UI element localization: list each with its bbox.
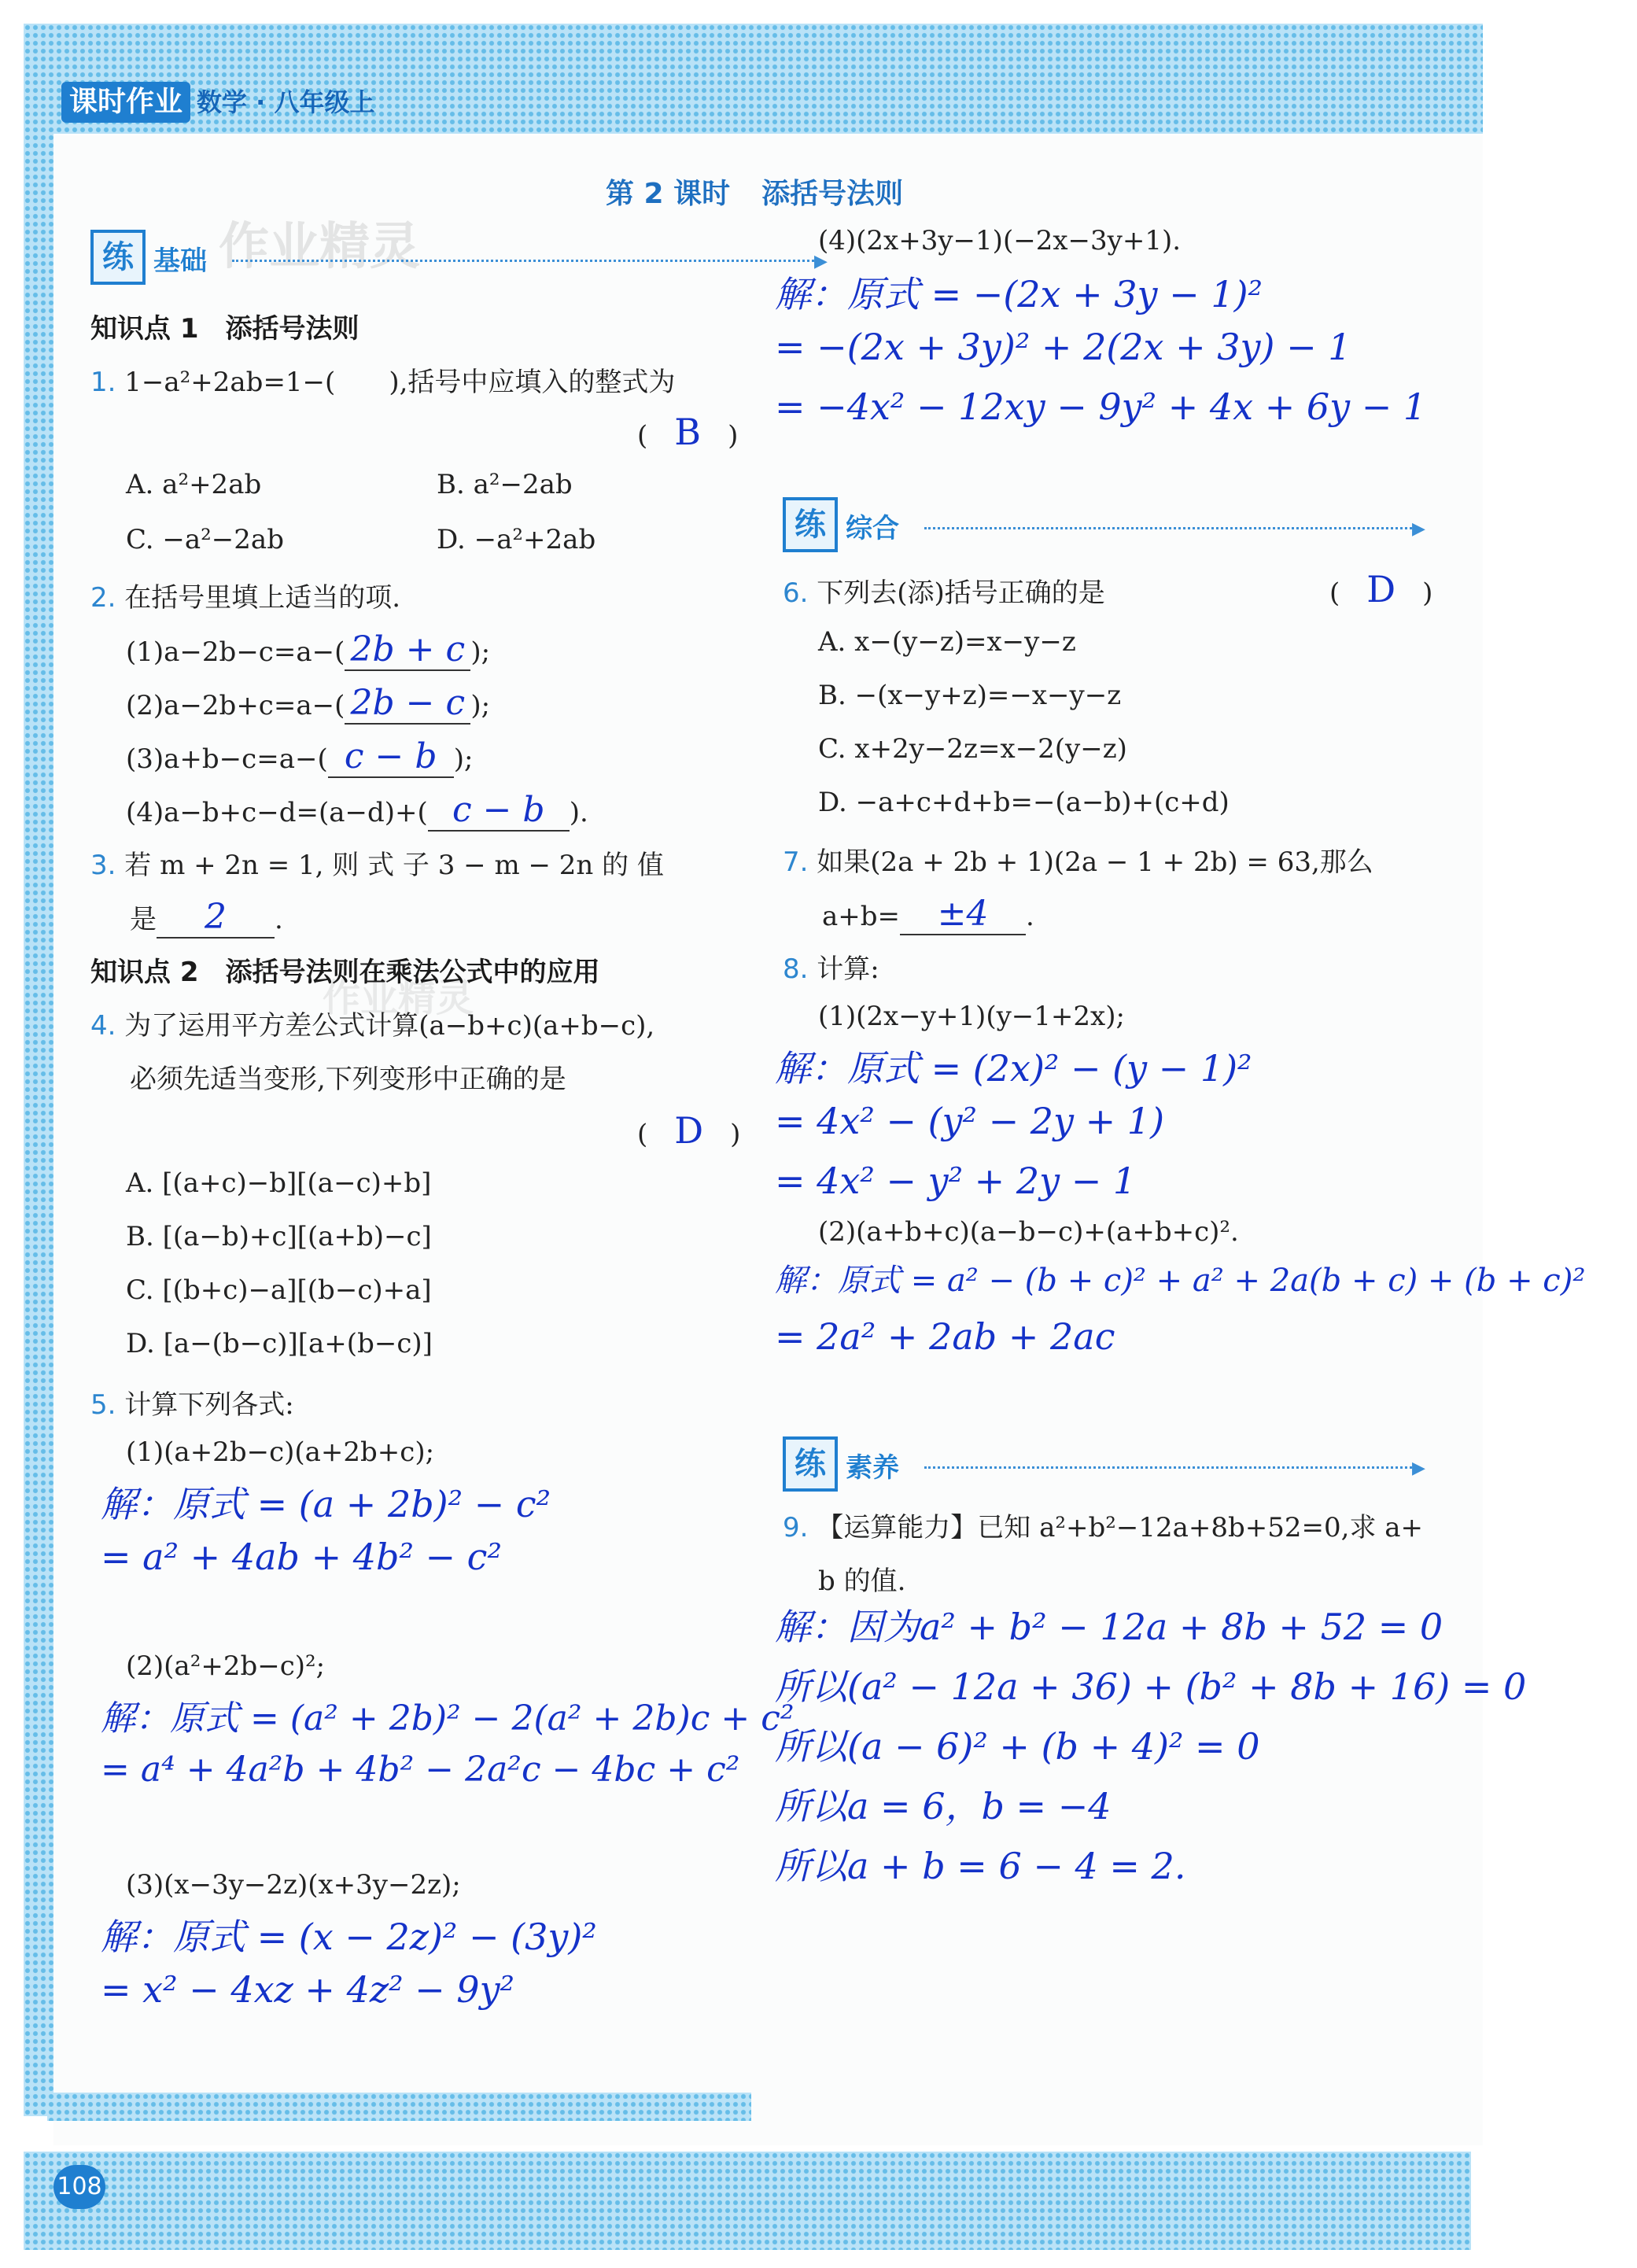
part-4-label: (4)(2x+3y−1)(−2x−3y+1). <box>818 225 1182 256</box>
item-prefix: (2)a−2b+c=a−( <box>126 690 345 721</box>
part-1-label: (1)(2x−y+1)(y−1+2x); <box>818 1001 1125 1032</box>
item-prefix: (3)a+b−c=a−( <box>126 743 328 775</box>
question-text: 为了运用平方差公式计算(a−b+c)(a+b−c), <box>124 1010 655 1042</box>
solution-line: 解：原式 = (2x)² − (y − 1)² <box>775 1047 1252 1090</box>
solution-line: = −(2x + 3y)² + 2(2x + 3y) − 1 <box>775 326 1351 368</box>
footer-dot-band <box>24 2152 1471 2250</box>
answer-bracket-6: ( D ) <box>1329 568 1433 610</box>
item-suffix: ); <box>470 690 491 721</box>
solution-line: = −4x² − 12xy − 9y² + 4x + 6y − 1 <box>775 385 1427 428</box>
practice-icon: 练 <box>783 497 838 552</box>
fill-item-4 <box>126 790 588 832</box>
fill-answer: c − b <box>428 790 570 832</box>
question-text: 计算: <box>817 953 879 985</box>
answer-bracket-4: ( D ) <box>637 1109 741 1152</box>
question-1 <box>90 360 675 399</box>
knowledge-point-1: 知识点 1 添括号法则 <box>90 313 359 345</box>
solution-line: = 2a² + 2ab + 2ac <box>775 1315 1115 1358</box>
lesson-name: 添括号法则 <box>761 178 904 210</box>
question-text: 如果(2a + 2b + 1)(2a − 1 + 2b) = 63,那么 <box>817 846 1373 878</box>
option-a: A. [(a+c)−b][(a−c)+b] <box>126 1167 432 1199</box>
question-number: 2. <box>90 582 116 614</box>
option-b: B. −(x−y+z)=−x−y−z <box>818 680 1122 711</box>
section-basic-label: 基础 <box>153 245 207 277</box>
book-brand: 课时作业 <box>61 82 190 123</box>
item-suffix: ); <box>470 636 491 668</box>
practice-icon: 练 <box>90 230 146 285</box>
section-comprehensive-header <box>783 497 1428 552</box>
fill-answer: ±4 <box>900 894 1026 935</box>
left-dot-strip <box>24 134 53 2116</box>
option-d: D. −a+c+d+b=−(a−b)+(c+d) <box>818 787 1230 818</box>
question-text: . <box>275 904 283 935</box>
fill-item-1 <box>126 629 490 671</box>
question-4-line2: 必须先适当变形,下列变形中正确的是 <box>130 1064 566 1095</box>
answer-bracket-1: ( B ) <box>637 411 739 453</box>
question-text: a+b= <box>822 901 901 932</box>
solution-line: = a⁴ + 4a²b + 4b² − 2a²c − 4bc + c² <box>101 1750 740 1790</box>
solution-line: 解：原式 = −(2x + 3y − 1)² <box>775 273 1263 315</box>
question-2 <box>90 576 400 614</box>
question-text: 下列去(添)括号正确的是 <box>817 577 1105 609</box>
knowledge-point-2: 知识点 2 添括号法则在乘法公式中的应用 <box>90 957 600 988</box>
solution-line: 所以(a − 6)² + (b + 4)² = 0 <box>775 1725 1260 1768</box>
question-text: 1−a²+2ab=1−( ),括号中应填入的整式为 <box>124 367 676 398</box>
item-prefix: (1)a−2b−c=a−( <box>126 636 345 668</box>
practice-icon: 练 <box>783 1436 838 1492</box>
question-number: 5. <box>90 1389 116 1421</box>
part-1-label: (1)(a+2b−c)(a+2b+c); <box>126 1436 435 1468</box>
question-text: 若 m + 2n = 1, 则 式 子 3 − m − 2n 的 值 <box>124 850 664 881</box>
solution-line: 所以(a² − 12a + 36) + (b² + 8b + 16) = 0 <box>775 1665 1527 1708</box>
arrow-right-icon: ▶ <box>1412 1459 1425 1478</box>
solution-line: = x² − 4xz + 4z² − 9y² <box>101 1968 514 2011</box>
part-3-label: (3)(x−3y−2z)(x+3y−2z); <box>126 1869 461 1901</box>
option-d: D. [a−(b−c)][a+(b−c)] <box>126 1328 433 1359</box>
question-number: 6. <box>783 577 809 609</box>
option-a: A. x−(y−z)=x−y−z <box>818 626 1076 658</box>
lesson-number: 第 2 课时 <box>606 178 731 210</box>
option-a: A. a²+2ab <box>126 469 262 500</box>
question-number: 8. <box>783 953 809 985</box>
question-3 <box>90 843 664 882</box>
solution-line: = 4x² − (y² − 2y + 1) <box>775 1100 1165 1142</box>
lesson-title <box>606 171 935 212</box>
dotted-divider <box>924 527 1416 529</box>
book-subject: 数学 · 八年级上 <box>197 87 375 117</box>
solution-line: 解：原式 = (x − 2z)² − (3y)² <box>101 1916 597 1958</box>
bottom-dot-strip <box>47 2093 751 2121</box>
solution-line: 解：原式 = (a + 2b)² − c² <box>101 1483 551 1525</box>
question-number: 4. <box>90 1010 116 1042</box>
section-literacy-label: 素养 <box>846 1452 899 1484</box>
fill-answer: c − b <box>328 736 454 778</box>
option-b: B. [(a−b)+c][(a+b)−c] <box>126 1221 432 1252</box>
question-number: 1. <box>90 367 116 398</box>
option-b: B. a²−2ab <box>437 469 573 500</box>
item-suffix: ); <box>453 743 474 775</box>
page-number: 108 <box>53 2165 105 2209</box>
dotted-divider <box>232 260 818 262</box>
section-basic-header <box>90 230 828 285</box>
option-c: C. [(b+c)−a][(b−c)+a] <box>126 1274 432 1306</box>
question-9 <box>783 1506 1423 1544</box>
choice-answer: D <box>674 1109 704 1152</box>
item-prefix: (4)a−b+c−d=(a−d)+( <box>126 797 428 828</box>
question-text: 【运算能力】已知 a²+b²−12a+8b+52=0,求 a+ <box>817 1512 1424 1543</box>
page-area <box>53 135 1483 2145</box>
option-c: C. x+2y−2z=x−2(y−z) <box>818 733 1127 765</box>
solution-line: = a² + 4ab + 4b² − c² <box>101 1536 502 1578</box>
question-7-line2 <box>822 894 1034 935</box>
question-3-line2 <box>130 897 283 939</box>
question-text: 计算下列各式: <box>124 1389 294 1421</box>
question-text: 在括号里填上适当的项. <box>124 582 401 614</box>
section-comprehensive-label: 综合 <box>846 513 899 544</box>
fill-item-2 <box>126 683 490 725</box>
question-4 <box>90 1004 654 1042</box>
dotted-divider <box>924 1466 1416 1469</box>
solution-line: = 4x² − y² + 2y − 1 <box>775 1160 1137 1202</box>
question-text: . <box>1026 901 1034 932</box>
fill-answer: 2b − c <box>345 683 470 725</box>
question-number: 9. <box>783 1512 809 1543</box>
solution-line: 解：原式 = a² − (b + c)² + a² + 2a(b + c) + (b + c)² <box>775 1263 1586 1299</box>
fill-answer: 2b + c <box>345 629 470 671</box>
option-c: C. −a²−2ab <box>126 524 284 555</box>
solution-line: 所以a = 6，b = −4 <box>775 1785 1112 1827</box>
question-9-line2: b 的值. <box>818 1565 906 1597</box>
question-number: 3. <box>90 850 116 881</box>
part-2-label: (2)(a²+2b−c)²; <box>126 1650 326 1682</box>
arrow-right-icon: ▶ <box>1412 519 1425 539</box>
item-suffix: ). <box>569 797 588 828</box>
question-7 <box>783 840 1373 879</box>
option-d: D. −a²+2ab <box>437 524 596 555</box>
question-text: 是 <box>130 904 157 935</box>
solution-line: 所以a + b = 6 − 4 = 2. <box>775 1845 1186 1887</box>
solution-line: 解：原式 = (a² + 2b)² − 2(a² + 2b)c + c² <box>101 1698 795 1739</box>
question-8 <box>783 947 879 986</box>
choice-answer: D <box>1366 568 1396 610</box>
question-number: 7. <box>783 846 809 878</box>
section-literacy-header <box>783 1436 1428 1492</box>
question-6 <box>783 571 1105 610</box>
watermark-2: 作业精灵 <box>323 976 474 1020</box>
choice-answer: B <box>674 411 702 453</box>
watermark: 作业精灵 <box>219 218 420 276</box>
part-2-label: (2)(a+b+c)(a−b−c)+(a+b+c)². <box>818 1216 1239 1248</box>
solution-line: 解：因为a² + b² − 12a + 8b + 52 = 0 <box>775 1606 1443 1648</box>
fill-item-3 <box>126 736 473 778</box>
arrow-right-icon: ▶ <box>814 252 828 271</box>
question-5 <box>90 1383 294 1422</box>
fill-answer: 2 <box>157 897 275 939</box>
